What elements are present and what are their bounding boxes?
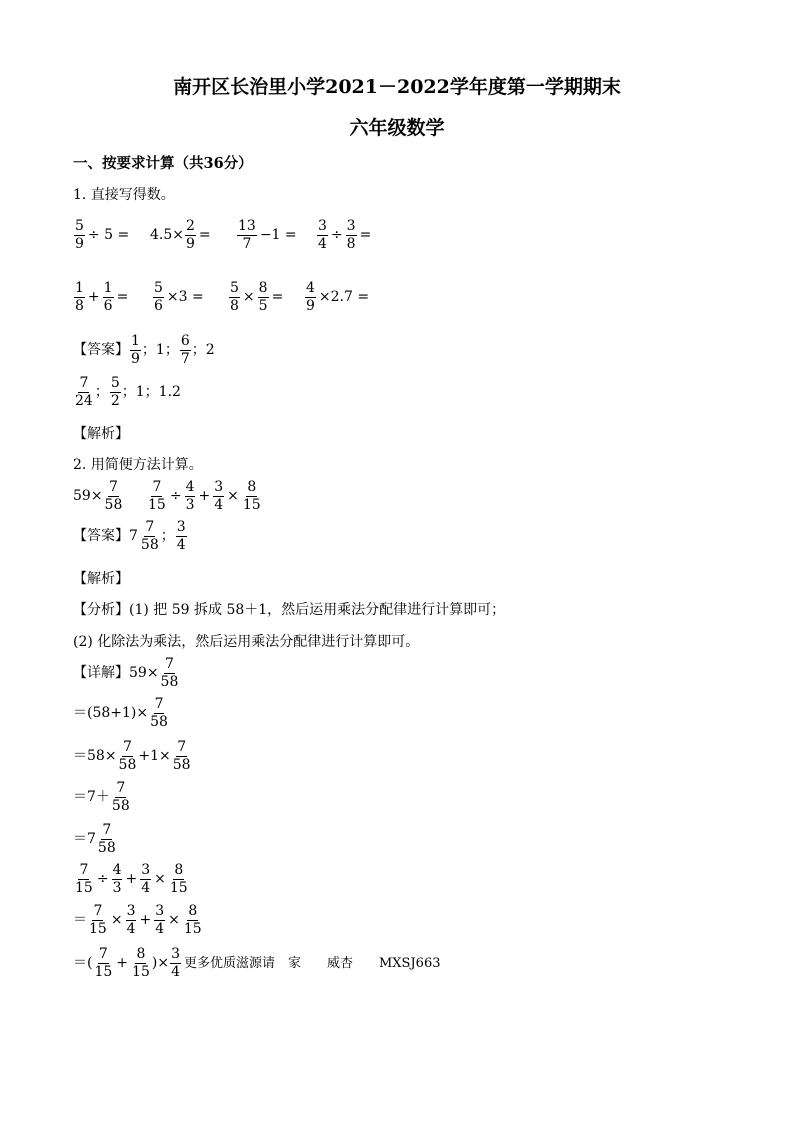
page-subtitle: 六年级数学 — [349, 117, 445, 139]
q1-answer-line1: 【答案】 $\frac{1}{9}$ ；1； $\frac{6}{7}$ ；2 — [73, 333, 215, 367]
q2-detail-8: ＝( $\frac{7}{15}$ + $\frac{8}{15}$ )× $\frac{3}{4}$ 更多优质滋源请 家 威杏 MXSJ663 — [73, 946, 441, 980]
q2-detail-2: ＝(58+1)× $\frac{7}{58}$ — [73, 696, 168, 730]
q2-e2: $\frac{7}{15}$ ÷ $\frac{4}{3}$ + $\frac{3}{4}$ × $\frac{8}{15}$ — [148, 479, 261, 513]
q1-r1-e2: 4.5× $\frac{2}{9}$ = — [150, 218, 211, 252]
section-heading: 一、按要求计算（共36分） — [73, 155, 253, 172]
q1-answer-line2: $\frac{7}{24}$ ； $\frac{5}{2}$ ；1；1.2 — [75, 375, 181, 409]
q2-detail-5: ＝7 $\frac{7}{58}$ — [73, 822, 116, 856]
q1-r2-e3: $\frac{5}{8}$ × $\frac{8}{5}$ = — [230, 280, 284, 314]
q2-detail-4: ＝7＋ $\frac{7}{58}$ — [73, 780, 130, 814]
q2-fenxi-1: 【分析】(1) 把 59 拆成 58＋1，然后运用乘法分配律进行计算即可； — [73, 602, 506, 618]
q2-prompt: 2. 用简便方法计算。 — [73, 457, 203, 473]
q2-detail-6: $\frac{7}{15}$ ÷ $\frac{4}{3}$ + $\frac{3}{4}$ × $\frac{8}{15}$ — [75, 862, 188, 896]
watermark-text: 更多优质滋源请 家 威杏 MXSJ663 — [183, 955, 441, 971]
q2-fenxi-2: (2) 化除法为乘法，然后运用乘法分配律进行计算即可。 — [73, 634, 420, 650]
q1-prompt: 1. 直接写得数。 — [73, 187, 175, 203]
q2-detail-1: 【详解】 59× $\frac{7}{58}$ — [73, 656, 179, 690]
q1-analysis-label: 【解析】 — [73, 426, 129, 442]
q1-r1-e3: $\frac{13}{7}$ −1 = — [238, 218, 297, 252]
q2-answer: 【答案】 7 $\frac{7}{58}$ ； $\frac{3}{4}$ — [73, 519, 186, 553]
q2-detail-3: ＝58× $\frac{7}{58}$ +1× $\frac{7}{58}$ — [73, 739, 191, 773]
q2-analysis-label: 【解析】 — [73, 571, 129, 587]
q1-r1-e1: $\frac{5}{9}$ ÷ 5 = — [75, 218, 130, 252]
q1-r2-e1: $\frac{1}{8}$ + $\frac{1}{6}$ = — [75, 280, 129, 314]
q1-r2-e2: $\frac{5}{6}$ ×3 = — [154, 280, 204, 314]
q1-r1-e4: $\frac{3}{4}$ ÷ $\frac{3}{8}$ = — [318, 218, 372, 252]
q1-r2-e4: $\frac{4}{9}$ ×2.7 = — [306, 280, 370, 314]
q2-e1: 59× $\frac{7}{58}$ — [73, 479, 123, 513]
q2-detail-7: ＝ $\frac{7}{15}$ × $\frac{3}{4}$ + $\frac{3}{4}$ × $\frac{8}{15}$ — [73, 903, 202, 937]
page-title: 南开区长治里小学2021－2022学年度第一学期期末 — [173, 76, 621, 98]
